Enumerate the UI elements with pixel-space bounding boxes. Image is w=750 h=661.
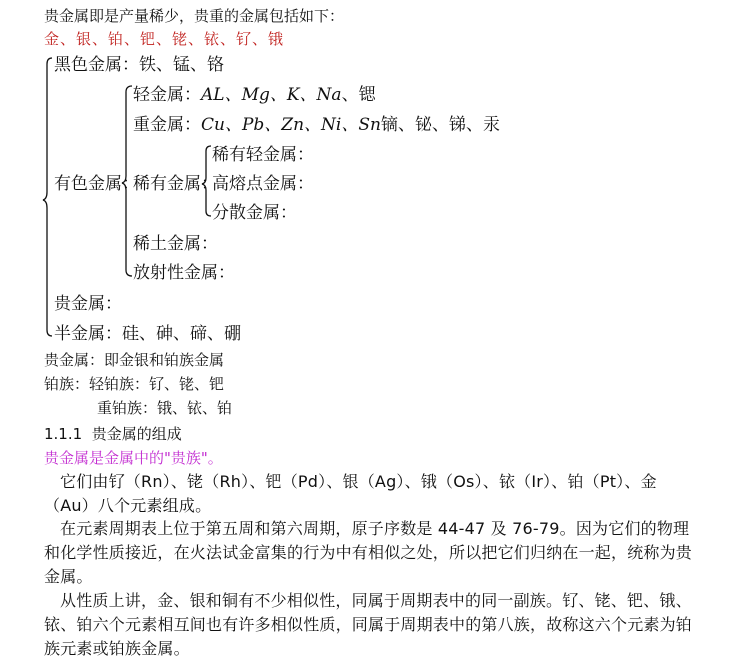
heavy-metals-values: Cu、Pb、Zn、Ni、Sn — [201, 115, 381, 135]
light-metals-extra: 、锶 — [341, 85, 376, 105]
section-title: 贵金属的组成 — [91, 425, 182, 443]
light-metals — [133, 83, 376, 107]
intro-heading: 贵金属即是产量稀少，贵重的金属包括如下： — [44, 7, 345, 25]
platinum-light-group: 铂族：轻铂族：钌、铑、钯 — [44, 375, 225, 393]
precious-definition: 贵金属：即金银和铂族金属 — [44, 351, 225, 369]
rare-light-metals: 稀有轻金属： — [212, 145, 314, 165]
colored-metals-label: 有色金属： — [54, 174, 139, 194]
rare-metals-label: 稀有金属： — [133, 174, 218, 194]
paragraph-periodic: 在元素周期表上位于第五周和第六周期，原子序数是 44-47 及 76-79。因为它们的物理和化学性质接近，在火法试金富集的行为中有相似之处，所以把它们归纳在一起，统称为贵金属。 — [44, 519, 693, 586]
heavy-metals — [133, 113, 500, 137]
precious-metals-label: 贵金属： — [54, 294, 122, 314]
light-metals-label: 轻金属： — [133, 85, 201, 105]
heavy-metals-label: 重金属： — [133, 115, 201, 135]
semi-metals: 半金属：硅、砷、碲、硼 — [54, 324, 241, 344]
paragraph-properties: 从性质上讲，金、银和铜有不少相似性，同属于周期表中的同一副族。钌、铑、钯、锇、铱、铂六个元素相互间也有许多相似性质，同属于周期表中的第八族，故称这六个元素为铂族元素或铂族金属。 — [44, 591, 693, 658]
dispersed-metals: 分散金属： — [212, 203, 297, 223]
paragraph-elements: 它们由钌（Rn）、铑（Rh）、钯（Pd）、银（Ag）、锇（Os）、铱（Ir）、铂（Pt）、金（Au）八个元素组成。 — [44, 472, 657, 515]
precious-metals-red-list: 金、银、铂、钯、铑、铱、钌、锇 — [44, 30, 285, 48]
radioactive-metals: 放射性金属： — [133, 263, 235, 283]
high-melting-metals: 高熔点金属： — [212, 174, 314, 194]
outer-brace — [43, 58, 52, 336]
heavy-metals-extra: 镝、铋、锑、汞 — [380, 115, 500, 135]
platinum-heavy-group: 重铂族：锇、铱、铂 — [97, 399, 233, 417]
black-metals: 黑色金属：铁、锰、铬 — [54, 55, 224, 75]
highlight-sentence: 贵金属是金属中的"贵族"。 — [44, 449, 223, 467]
section-heading — [44, 424, 182, 444]
light-metals-values: AL、Mg、K、Na — [201, 85, 342, 105]
rare-earth-metals: 稀土金属： — [133, 234, 218, 254]
section-number: 1.1.1 — [44, 425, 83, 443]
